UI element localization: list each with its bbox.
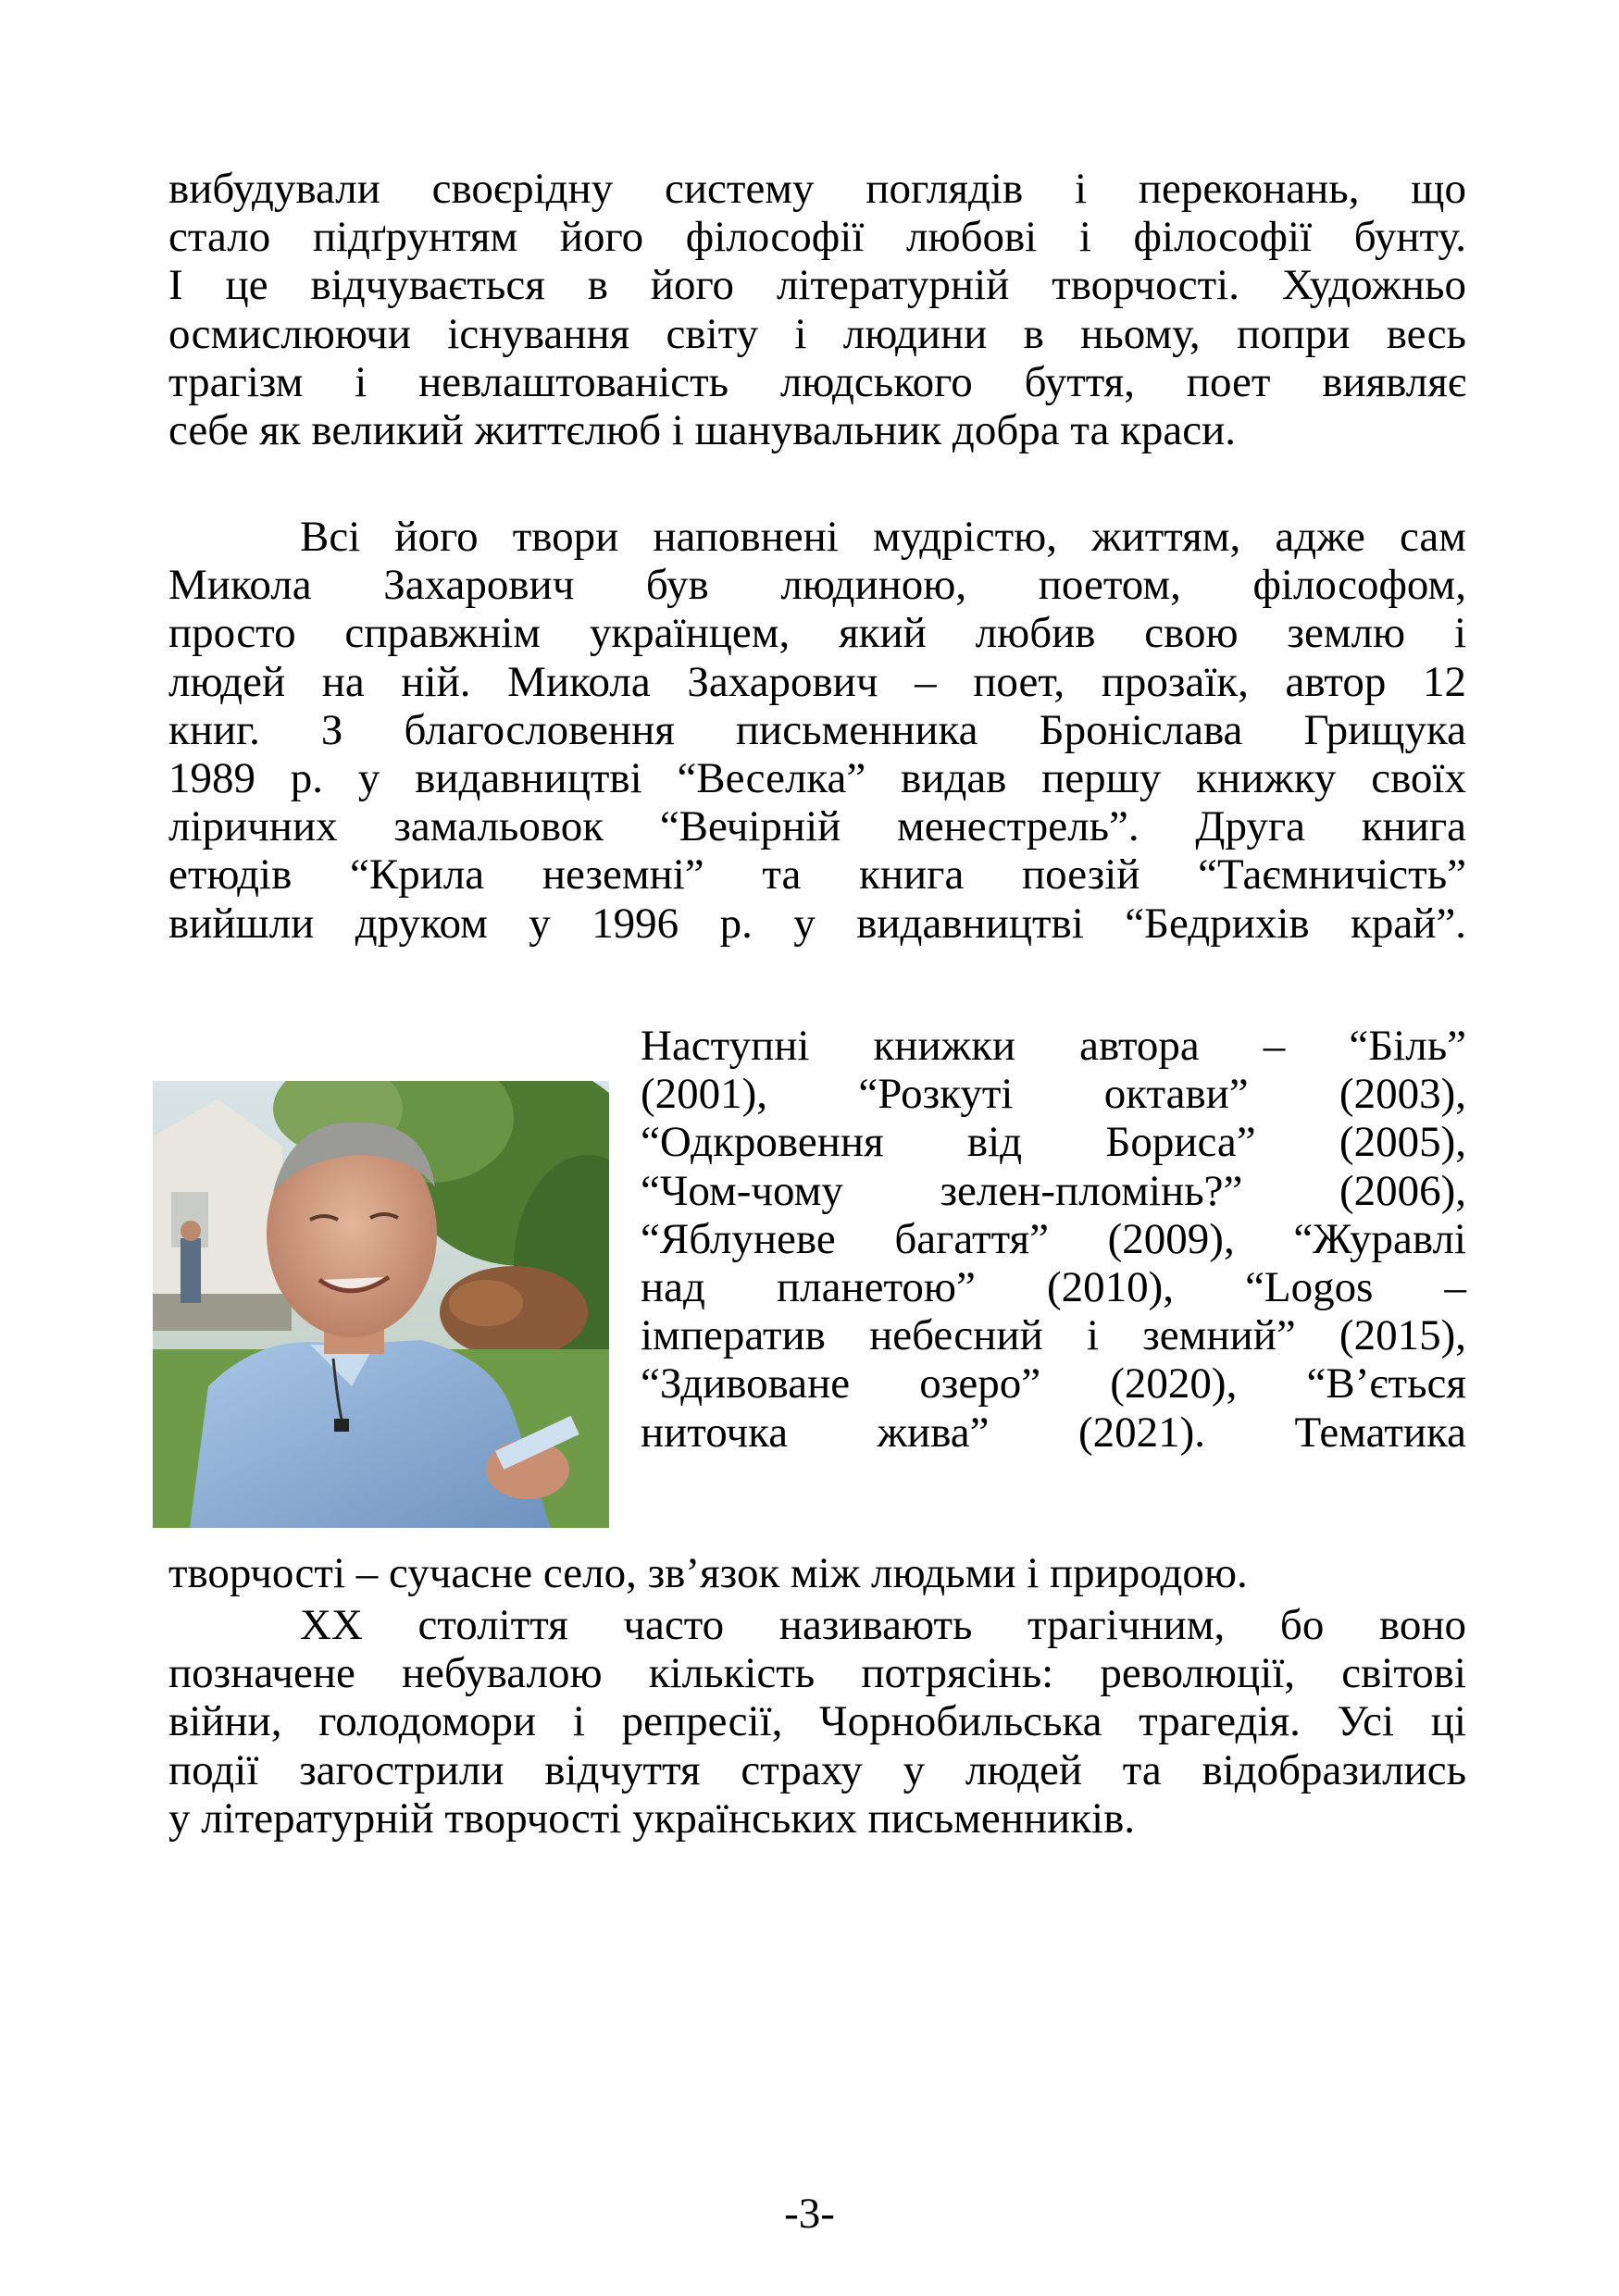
text-line: І це відчувається в його літературній творчості. Художньо xyxy=(168,261,1466,310)
text-line: над планетою” (2010), “Logos – xyxy=(641,1262,1466,1311)
text-line: позначене небувалою кількість потрясінь: революції, світові xyxy=(168,1649,1466,1698)
paragraph-2-wrapped xyxy=(641,1024,1466,1459)
text-line: “Чом-чому зелен-пломінь?” (2006), xyxy=(641,1166,1466,1215)
text-line: Наступні книжки автора – “Біль” xyxy=(641,1022,1466,1070)
page-number: -3- xyxy=(784,2190,835,2238)
text-line: ліричних замальовок “Вечірній менестрель”. Друга книга xyxy=(168,802,1466,851)
text-line: творчості – сучасне село, зв’язок між людьми і природою. xyxy=(168,1549,1248,1597)
paragraph-3 xyxy=(168,1601,1466,1845)
text-line: людей на ній. Микола Захарович – поет, прозаїк, автор 12 xyxy=(168,657,1466,706)
text-line: трагізм і невлаштованість людського буття, поет виявляє xyxy=(168,357,1466,406)
author-photo xyxy=(153,1081,609,1528)
text-line: ХХ століття часто називають трагічним, бо воно xyxy=(300,1601,1466,1649)
text-line: у літературній творчості українських письменників. xyxy=(168,1793,1136,1843)
text-line: імператив небесний і земний” (2015), xyxy=(641,1311,1466,1360)
text-line: події загострили відчуття страху у людей та відобразились xyxy=(168,1745,1466,1794)
text-line: книг. З благословення письменника Броніслава Грищука xyxy=(168,705,1466,754)
text-line: стало підґрунтям його філософії любові і філософії бунту. xyxy=(168,213,1466,262)
text-line: просто справжнім українцем, який любив свою землю і xyxy=(168,609,1466,658)
text-line: осмислюючи існування світу і людини в ньому, попри весь xyxy=(168,309,1466,358)
text-line: “Одкровення від Бориса” (2005), xyxy=(641,1118,1466,1167)
text-line: вийшли друком у 1996 р. у видавництві “Бедрихів край”. xyxy=(168,899,1466,948)
paragraph-1 xyxy=(168,165,1466,457)
text-line: етюдів “Крила неземні” та книга поезій “Таємничість” xyxy=(168,850,1466,900)
text-line: “Здивоване озеро” (2020), “В’ється xyxy=(641,1359,1466,1409)
paragraph-2 xyxy=(168,515,1466,950)
text-line: (2001), “Розкуті октави” (2003), xyxy=(641,1070,1466,1119)
text-line: ниточка жива” (2021). Тематика xyxy=(641,1408,1466,1457)
text-line: 1989 р. у видавництві “Веселка” видав першу книжку своїх xyxy=(168,753,1466,802)
text-line: “Яблуневе багаття” (2009), “Журавлі xyxy=(641,1214,1466,1263)
text-line: Всі його твори наповнені мудрістю, життям, адже сам xyxy=(300,513,1466,561)
text-line: Микола Захарович був людиною, поетом, філософом, xyxy=(168,561,1466,610)
text-line: війни, голодомори і репресії, Чорнобильська трагедія. Усі ці xyxy=(168,1697,1466,1746)
text-line: себе як великий життєлюб і шанувальник добра та краси. xyxy=(168,405,1237,454)
paragraph-2-end xyxy=(168,1549,1466,1600)
text-line: вибудували своєрідну систему поглядів і переконань, що xyxy=(168,165,1466,213)
